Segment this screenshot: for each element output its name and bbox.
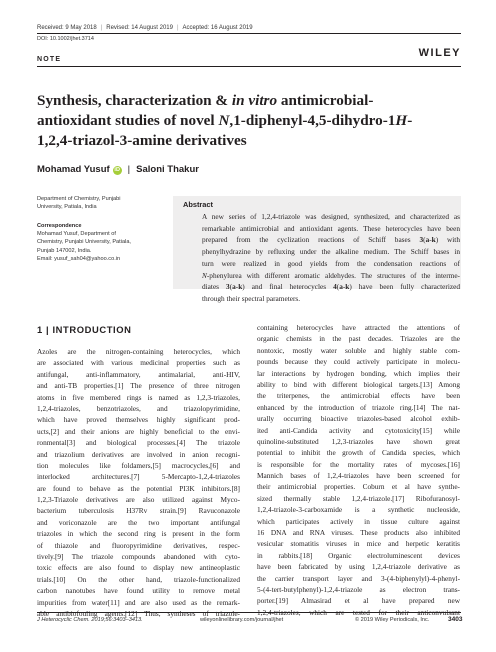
body-text-line: triazoles in which the second ring is present in the form xyxy=(37,529,240,539)
body-text-line: lar interactions by hydrogen bonding, which implies their xyxy=(257,368,460,378)
author-name[interactable]: Mohamad Yusuf xyxy=(37,164,110,175)
body-text-line: of thiazole and fluoropyrimidine derivatives, respec- xyxy=(37,540,240,550)
body-text-line: 5-(4-tert-butylphenyl)-1,2,4-triazole as electron trans- xyxy=(257,584,460,594)
doi[interactable]: DOI: 10.1002/jhet.3714 xyxy=(37,36,94,42)
header-rule xyxy=(37,33,461,34)
body-text-line: ucts,[2] and their anions are highly beneficial to the envi- xyxy=(37,426,240,436)
author-name[interactable]: Saloni Thakur xyxy=(136,164,199,175)
orcid-icon[interactable]: iD xyxy=(114,167,120,173)
abstract-heading: Abstract xyxy=(183,200,213,209)
body-column-left xyxy=(37,346,240,619)
section-rule xyxy=(37,66,461,67)
body-text-line: containing heterocycles have attracted the attentions of xyxy=(257,323,460,332)
correspondence-line: Chemistry, Punjabi University, Patiala, xyxy=(37,239,131,246)
title-seg-italic: N xyxy=(218,112,230,129)
section-label: NOTE xyxy=(37,56,62,63)
body-text-line: impurities from water[11] and are also used as the remark- xyxy=(37,597,240,607)
body-text-line: 1,2,3-Triazole derivatives are also utilized against Myco- xyxy=(37,495,240,505)
article-title xyxy=(37,91,447,151)
body-text-line: which have proved themselves highly significant prod- xyxy=(37,415,240,425)
correspondence-email[interactable]: Email: yusuf_sah04@yahoo.co.in xyxy=(37,255,121,262)
body-text-line: organic chemists in the past decades. Triazoles are the xyxy=(257,334,460,344)
body-text-line: trials.[10] On the other hand, triazole-functionalized xyxy=(37,574,240,584)
meta-separator: | xyxy=(176,25,179,31)
title-line xyxy=(37,111,447,131)
abstract-line: prepared from the cyclization reactions of Schiff bases 3(a-k) with xyxy=(202,235,460,245)
body-text-line: vesicular stomatitis viruses in mice and herpetic keratitis xyxy=(257,539,460,549)
body-text-line: interlocked architectures.[7] 5-Mercapto-1,2,4-triazoles xyxy=(37,472,240,482)
affiliation-line: Department of Chemistry, Punjabi xyxy=(37,196,121,202)
copyright: © 2019 Wiley Periodicals, Inc. xyxy=(355,617,430,623)
body-text-line: nontoxic, mostly water soluble and highly stable com- xyxy=(257,345,460,355)
body-text-line: and anti-TB properties.[1] The presence of three nitrogen xyxy=(37,381,240,391)
body-text-line: in rabbits.[18] Organic electroluminescent devices xyxy=(257,550,460,560)
body-text-line: 1,2,4-triazoles, benzotriazoles, and triazolopyrimidine, xyxy=(37,403,240,413)
body-text-line: carbon nanotubes have found utility to remove metal xyxy=(37,586,240,596)
page-number: 3403 xyxy=(448,616,463,623)
journal-url[interactable]: wileyonlinelibrary.com/journal/jhet xyxy=(200,617,284,623)
abstract-line: through their spectral parameters. xyxy=(202,293,301,303)
body-text-line: and triazolium derivatives are involved in anion recogni- xyxy=(37,449,240,459)
body-text-line: pounds because they could actively participate in molecu- xyxy=(257,357,460,367)
correspondence-line: Mohamad Yusuf, Department of xyxy=(37,231,116,238)
body-text-line: bacterium tuberculosis H37Rv strain.[9] Ravuconazole xyxy=(37,506,240,516)
body-text-line: sized thermally stable 1,2,4-triazole.[17] Ribofuranosyl- xyxy=(257,493,460,503)
abstract-line: N-phenylurea with different aromatic aldehydes. The structures of the interme- xyxy=(202,270,460,280)
body-text-line: 1,2,4-triazoles, which are tested for their anticonvulsant xyxy=(257,607,460,617)
body-text-line: toxic effects are also found to display new antineoplastic xyxy=(37,563,240,573)
journal-citation: J Heterocyclic Chem. 2019;56:3403–3413. xyxy=(37,617,143,623)
body-text-line: ited anti-Candida activity and cytotoxicity[15] while xyxy=(257,425,460,435)
correspondence-label: Correspondence xyxy=(37,223,82,229)
body-text-line: and voriconazole are the two important antifungal xyxy=(37,517,240,527)
correspondence xyxy=(37,222,167,263)
accepted-date: Accepted: 16 August 2019 xyxy=(182,25,253,31)
body-text-line: are associated with various medicinal properties such as xyxy=(37,358,240,368)
body-text-line: is responsible for the mortality rates of mycoses.[16] xyxy=(257,459,460,469)
body-text-line: able antibiofouling agents.[12] Thus, syntheses of triazole- xyxy=(37,608,240,618)
abstract-body xyxy=(202,211,460,305)
body-text-line: the carrier transport layer and 3-(4-biphenylyl)-4-phenyl- xyxy=(257,573,460,583)
body-text-line: potential to inhibit the growth of Candida species, which xyxy=(257,448,460,458)
abstract-line: diates 3(a-k) and final heterocycles 4(a-k) have been fully characterized xyxy=(202,282,460,292)
body-text-line: have been fabricated by using 1,2,4-triazole derivative as xyxy=(257,562,460,572)
title-line: 1,2,4-triazol-3-amine derivatives xyxy=(37,132,247,149)
publisher-logo: WILEY xyxy=(418,47,461,59)
body-text-line: antifungal, anti-inflammatory, antimalarial, anti-HIV, xyxy=(37,369,240,379)
received-date: Received: 9 May 2018 xyxy=(37,25,97,31)
body-text-line: tively.[9] The triazole compounds abandoned with cyto- xyxy=(37,552,240,562)
correspondence-line: Punjab 147002, India. xyxy=(37,247,92,254)
abstract-line: A new series of 1,2,4-triazole was designed, synthesized, and characterized as xyxy=(202,212,460,221)
title-seg-italic: H xyxy=(395,112,408,129)
author-separator: | xyxy=(127,164,131,175)
body-text-line: are found to behave as the potential PI3K inhibitors.[8] xyxy=(37,483,240,493)
body-text-line: quinoline-substituted 1,2,3-triazoles have shown great xyxy=(257,436,460,446)
abstract-line: phenylhydrazine by refluxing under the alkaline medium. The Schiff bases in xyxy=(202,247,460,257)
footer-rule xyxy=(37,612,461,613)
body-text-line: tion molecules like foldamers,[5] macrocycles,[6] and xyxy=(37,460,240,470)
meta-separator: | xyxy=(100,25,103,31)
article-dates xyxy=(37,25,253,31)
body-text-line: Azoles are the nitrogen-containing heterocycles, which xyxy=(37,347,240,356)
title-seg: - xyxy=(407,112,413,129)
affiliation xyxy=(37,195,167,211)
title-line xyxy=(37,91,447,111)
body-text-line: porter.[19] Almasirad et al have prepared new xyxy=(257,596,460,606)
title-seg: Synthesis, characterization & xyxy=(37,92,232,109)
body-text-line: 1,2,4-triazole-3-carboxamide is a synthetic nucleoside, xyxy=(257,505,460,515)
body-text-line: ronmental[3] and biological processes.[4] The triazole xyxy=(37,438,240,448)
body-text-line: enhanced by the introduction of triazole ring.[14] The nat- xyxy=(257,402,460,412)
body-text-line: their antimicrobial properties. Coburn et al have synthe- xyxy=(257,482,460,492)
title-seg: ,1-diphenyl-4,5-dihydro-1 xyxy=(229,112,396,129)
abstract-line: remarkable antimicrobial and antioxidant agents. These heterocycles have been xyxy=(202,223,460,233)
section-heading: 1 | INTRODUCTION xyxy=(37,324,132,335)
title-seg: antimicrobial- xyxy=(277,92,374,109)
abstract-line: turn were realized in good yields from the condensation reactions of xyxy=(202,258,460,268)
body-text-line: Mannich bases of 1,2,4-triazoles have been screened for xyxy=(257,471,460,481)
body-text-line: the triterpenes, the antimicrobial effects have been xyxy=(257,391,460,401)
body-text-line: urally occurring bioactive triazoles-based alcohol exhib- xyxy=(257,414,460,424)
body-text-line: which participates actively in tissue culture against xyxy=(257,516,460,526)
body-column-right xyxy=(257,322,460,618)
body-text-line: ability to bind with different biological targets.[13] Among xyxy=(257,379,460,389)
revised-date: Revised: 14 August 2019 xyxy=(106,25,173,31)
affiliation-line: University, Patiala, India xyxy=(37,204,97,211)
title-seg: antioxidant studies of novel xyxy=(37,112,219,129)
title-seg-italic: in vitro xyxy=(231,92,278,109)
author-list xyxy=(37,164,199,175)
body-text-line: 16 DNA and RNA viruses. These products also inhibited xyxy=(257,528,460,538)
body-text-line: atoms in five membered rings is named as 1,2,3-triazoles, xyxy=(37,392,240,402)
